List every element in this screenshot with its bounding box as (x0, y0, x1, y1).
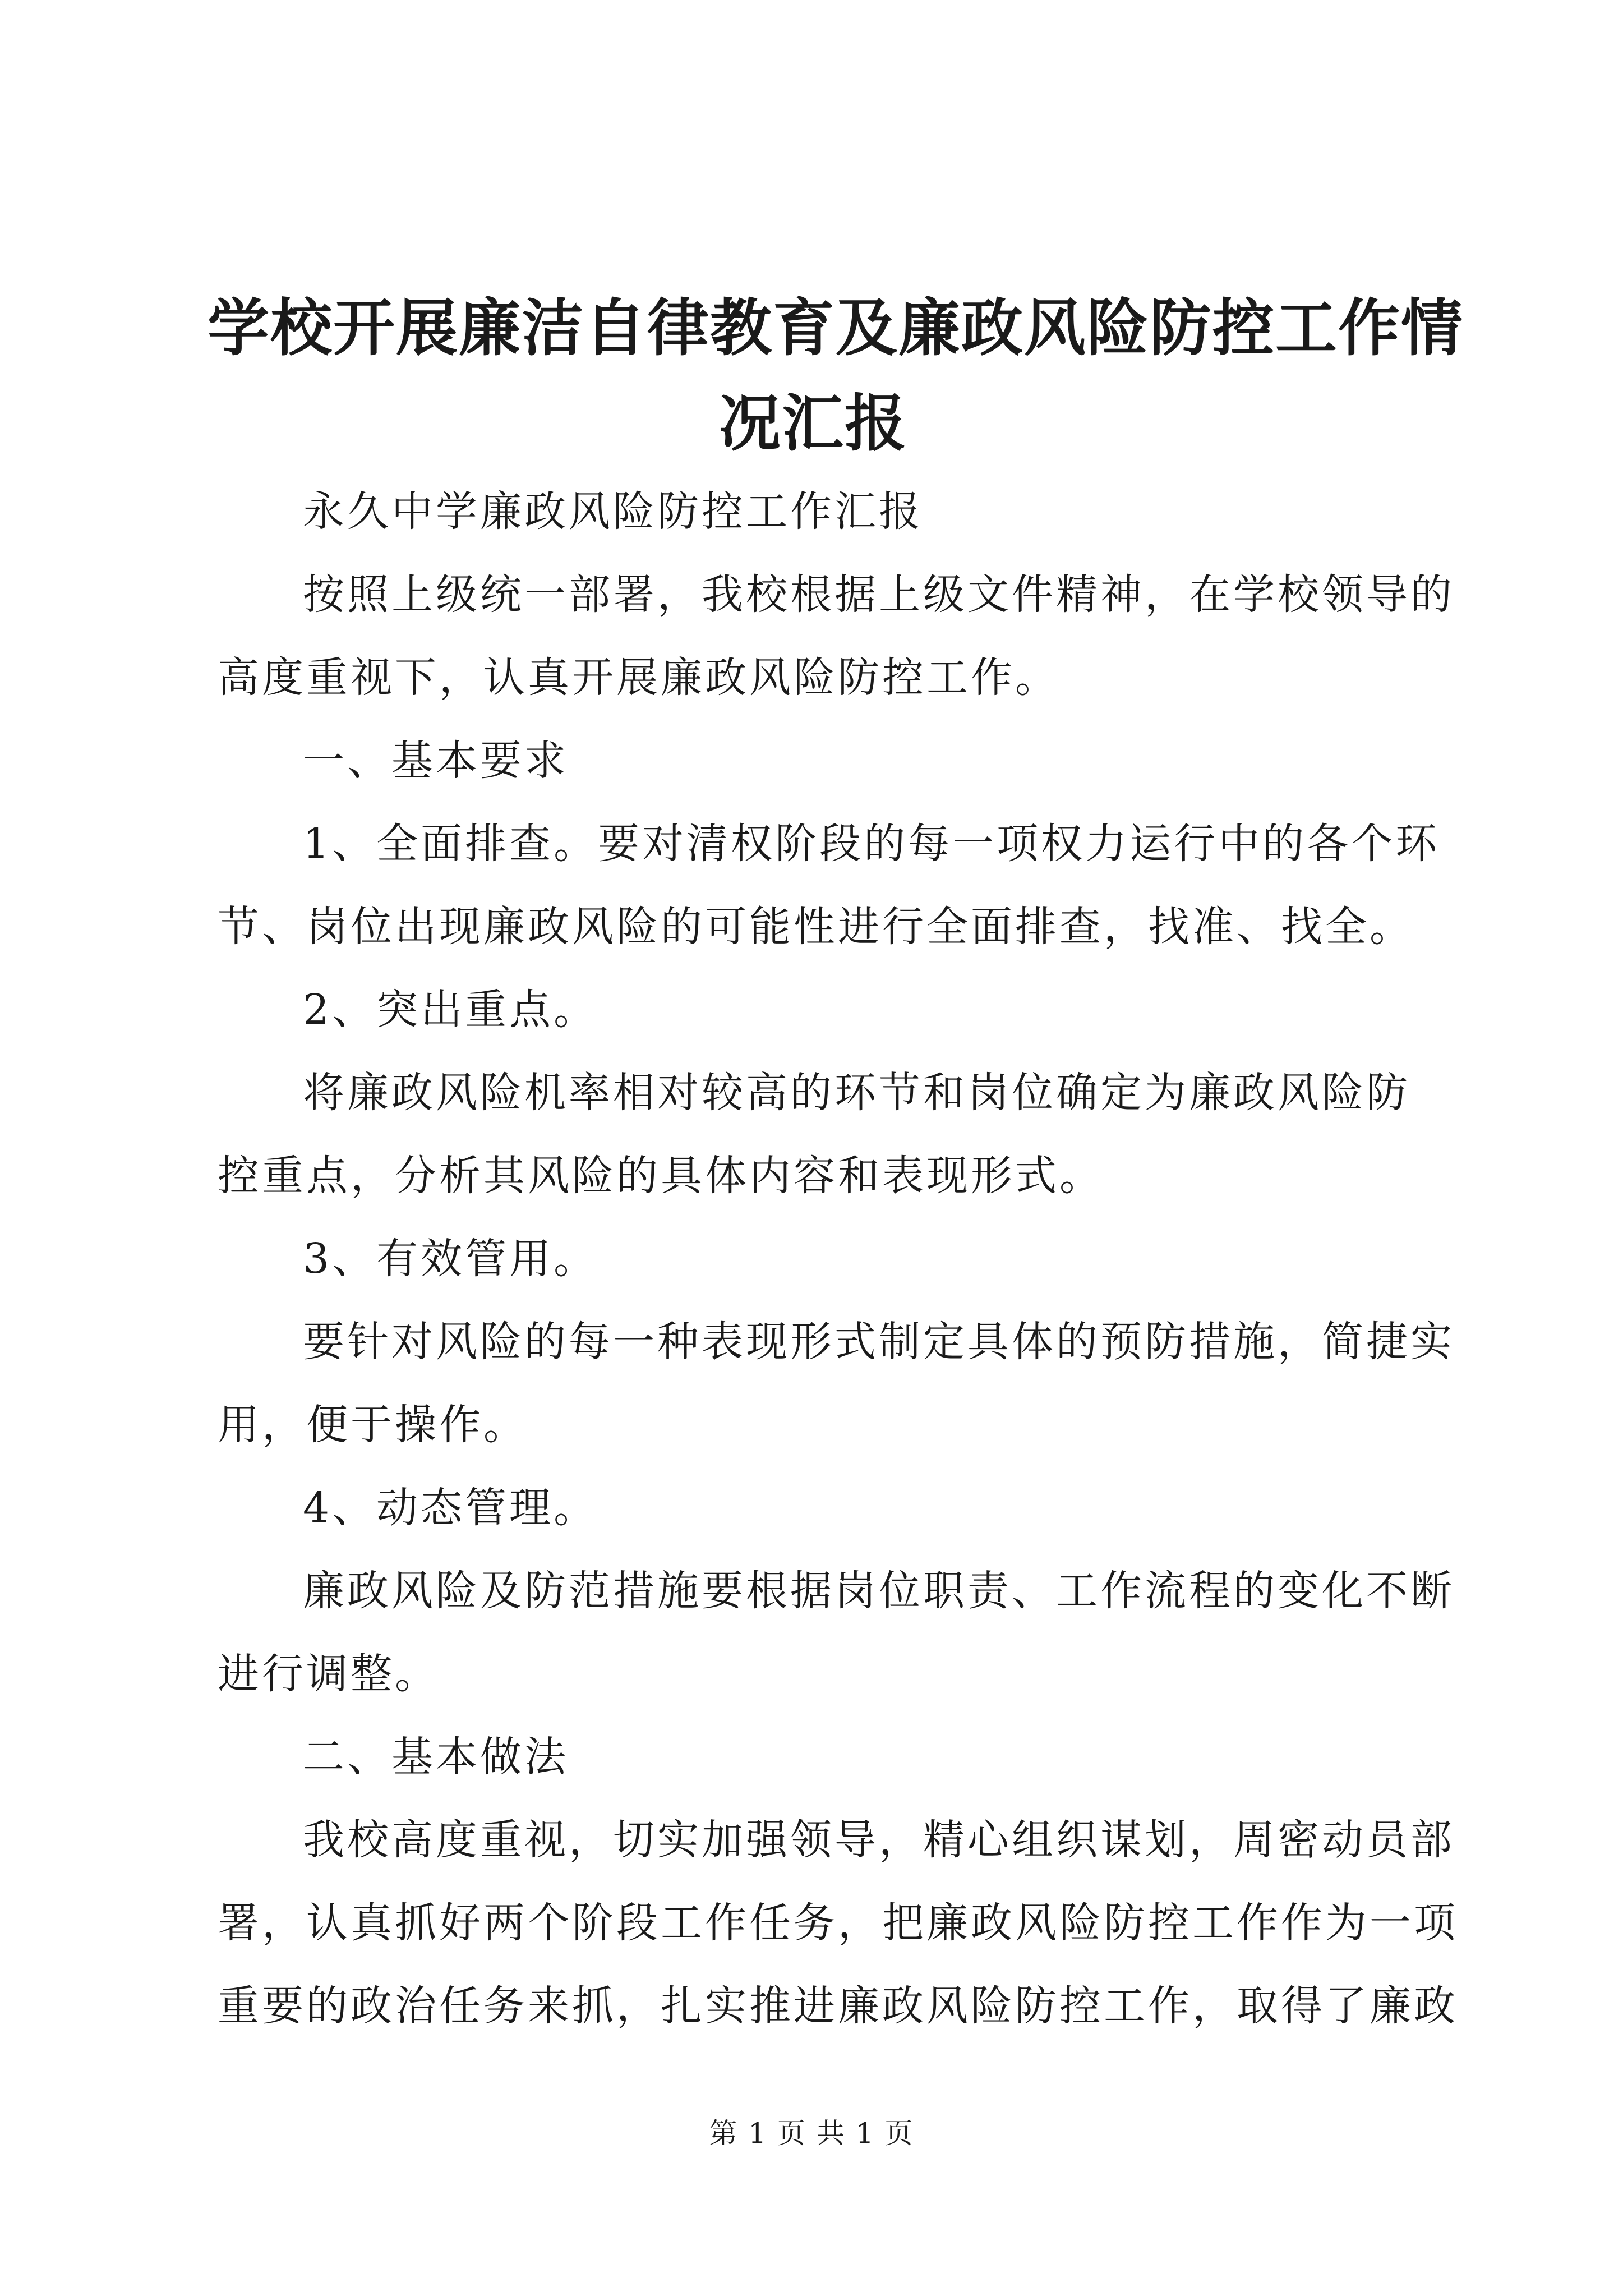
paragraph-line: 我校高度重视，切实加强领导，精心组织谋划，周密动员部 (303, 1816, 1455, 1864)
paragraph-line: 要针对风险的每一种表现形式制定具体的预防措施，简捷实 (303, 1318, 1455, 1366)
paragraph-line: 重要的政治任务来抓，扎实推进廉政风险防控工作，取得了廉政 (218, 1982, 1458, 2030)
paragraph-line: 按照上级统一部署，我校根据上级文件精神，在学校领导的 (303, 570, 1455, 619)
paragraph-line: 一、基本要求 (303, 737, 569, 785)
paragraph-line: 进行调整。 (218, 1650, 439, 1698)
paragraph-line: 高度重视下，认真开展廉政风险防控工作。 (218, 654, 1059, 702)
paragraph-line: 永久中学廉政风险防控工作汇报 (303, 487, 923, 536)
paragraph-line: 将廉政风险机率相对较高的环节和岗位确定为廉政风险防 (303, 1069, 1410, 1117)
paragraph-line: 用，便于操作。 (218, 1401, 528, 1449)
paragraph-line: 4、动态管理。 (303, 1484, 598, 1532)
title-line: 学校开展廉洁自律教育及廉政风险防控工作情 (208, 292, 1464, 364)
paragraph-line: 2、突出重点。 (303, 986, 598, 1034)
paragraph-line: 1、全面排查。要对清权阶段的每一项权力运行中的各个环 (303, 820, 1440, 868)
title-line: 况汇报 (719, 387, 907, 459)
paragraph-line: 署，认真抓好两个阶段工作任务，把廉政风险防控工作作为一项 (218, 1899, 1458, 1947)
paragraph-line: 控重点，分析其风险的具体内容和表现形式。 (218, 1152, 1104, 1200)
page-footer: 第 1 页 共 1 页 (709, 2117, 914, 2150)
paragraph-line: 廉政风险及防范措施要根据岗位职责、工作流程的变化不断 (303, 1567, 1455, 1615)
paragraph-line: 3、有效管用。 (303, 1235, 598, 1283)
paragraph-line: 二、基本做法 (303, 1733, 569, 1781)
document-title (208, 280, 1464, 471)
document-body (218, 470, 1458, 2047)
paragraph-line: 节、岗位出现廉政风险的可能性进行全面排查，找准、找全。 (218, 903, 1414, 951)
